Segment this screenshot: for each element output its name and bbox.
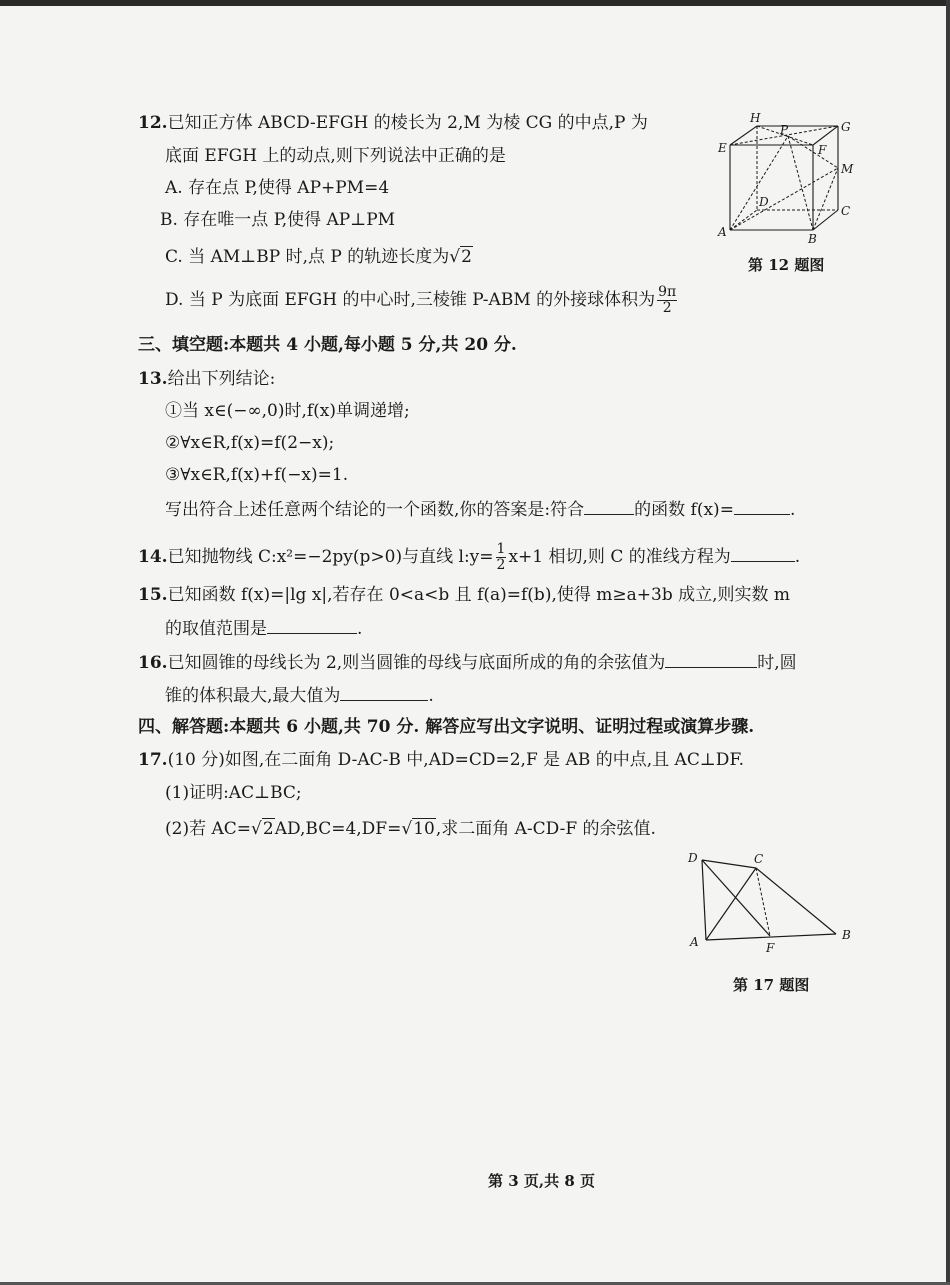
label-C: C: [754, 852, 764, 866]
section-3-heading: 三、填空题:本题共 4 小题,每小题 5 分,共 20 分.: [138, 335, 517, 355]
label-F: F: [818, 143, 827, 157]
q14-text-post: x+1 相切,则 C 的准线方程为: [508, 547, 731, 567]
sqrt-symbol: √2: [449, 247, 472, 267]
q16-answer-blank-2[interactable]: [340, 684, 428, 701]
segment-AB: [706, 934, 836, 940]
label-P: P: [780, 123, 789, 137]
q17-number: 17.: [138, 750, 168, 770]
label-M: M: [841, 162, 854, 176]
q16-end: .: [428, 686, 434, 706]
q12-stem-line2: 底面 EFGH 上的动点,则下列说法中正确的是: [165, 146, 506, 166]
q13-ask-end: .: [789, 500, 796, 520]
q16-answer-blank-1[interactable]: [665, 651, 757, 668]
q16-text-a: 已知圆锥的母线长为 2,则当圆锥的母线与底面所成的角的余弦值为: [167, 653, 666, 673]
q17-figure-caption: 第 17 题图: [733, 976, 810, 994]
sqrt-symbol: √10: [401, 819, 435, 839]
segment-AC: [706, 868, 756, 940]
q12-stem1: 已知正方体 ABCD-EFGH 的棱长为 2,M 为棱 CG 的中点,P 为: [167, 113, 648, 133]
label-D: D: [759, 195, 769, 209]
label-F: F: [766, 941, 775, 955]
q14-fraction: [496, 542, 507, 573]
q17-sqrt-radicand-2: 10: [413, 819, 435, 839]
label-G: G: [841, 120, 851, 134]
segment-AM: [730, 168, 838, 230]
q16-text-b: 时,圆: [757, 653, 797, 673]
fraction-denominator: 2: [496, 557, 506, 573]
q17-stem-line: [138, 749, 744, 771]
q12-option-d-fraction: [657, 285, 677, 316]
scan-edge-top: [0, 0, 950, 6]
section-4-heading: 四、解答题:本题共 6 小题,共 70 分. 解答应写出文字说明、证明过程或演算步骤.: [138, 717, 755, 737]
label-B: B: [842, 928, 851, 942]
label-D: D: [688, 851, 698, 865]
q17-part2-text-c: ,求二面角 A-CD-F 的余弦值.: [435, 819, 656, 839]
q12-option-c-text: C. 当 AM⊥BP 时,点 P 的轨迹长度为: [165, 247, 450, 267]
fraction-denominator: 2: [662, 300, 672, 316]
q12-option-b: B. 存在唯一点 P,使得 AP⊥PM: [160, 210, 396, 230]
q13-ask: [165, 498, 795, 521]
edge-EH: [730, 126, 757, 145]
q13-answer-blank-2[interactable]: [734, 498, 790, 515]
q12-option-c: [165, 246, 473, 268]
q15-number: 15.: [138, 585, 168, 605]
q12-option-d-text: D. 当 P 为底面 EFGH 的中心时,三棱锥 P-ABM 的外接球体积为: [165, 290, 656, 310]
q14-number: 14.: [138, 547, 168, 567]
label-A: A: [718, 225, 727, 239]
q13-conclusion-1: ①当 x∈(−∞,0)时,f(x)单调递增;: [165, 401, 410, 421]
label-B: B: [808, 232, 817, 246]
sqrt-symbol: √2: [251, 819, 274, 839]
q14-answer-blank[interactable]: [731, 545, 795, 562]
q17-part2-text-b: AD,BC=4,DF=: [274, 819, 402, 839]
q15-end: .: [357, 619, 363, 639]
q12-stem-line1: [138, 112, 648, 134]
label-C: C: [841, 204, 851, 218]
q16-text2: 锥的体积最大,最大值为: [165, 686, 341, 706]
q13-number: 13.: [138, 369, 168, 389]
q17-sqrt-radicand-1: 2: [262, 819, 274, 839]
edge-AD-hidden: [730, 210, 757, 230]
q15-text2: 的取值范围是: [165, 619, 267, 639]
q13-answer-blank-1[interactable]: [584, 498, 634, 515]
segment-DA: [702, 860, 706, 940]
q14-text-pre: 已知抛物线 C:x²=−2py(p>0)与直线 l:y=: [167, 547, 494, 567]
q13-conclusion-3: ③∀x∈R,f(x)+f(−x)=1.: [165, 465, 349, 485]
q13-ask-text-b: 的函数 f(x)=: [634, 500, 734, 520]
q17-stem: (10 分)如图,在二面角 D-AC-B 中,AD=CD=2,F 是 AB 的中点,且 AC⊥DF.: [167, 750, 744, 770]
q13-conclusion-2: ②∀x∈R,f(x)=f(2−x);: [165, 433, 335, 453]
fraction-numerator: 9π: [658, 284, 677, 300]
q14-end: .: [794, 547, 801, 567]
q16-line1: [138, 651, 797, 674]
q12-cube-figure: [710, 112, 860, 247]
fraction-numerator: 1: [496, 541, 506, 557]
q13-intro: 给出下列结论:: [167, 369, 276, 389]
q15-text: 已知函数 f(x)=|lg x|,若存在 0<a<b 且 f(a)=f(b),使得 m≥a+3b 成立,则实数 m: [167, 585, 791, 605]
label-A: A: [690, 935, 699, 949]
scan-edge-right: [946, 0, 950, 1285]
segment-AP: [730, 136, 788, 230]
label-H: H: [750, 112, 761, 125]
q12-option-a: A. 存在点 P,使得 AP+PM=4: [165, 178, 390, 198]
q17-dihedral-figure: [684, 848, 856, 958]
segment-DC: [702, 860, 756, 868]
q13-ask-text-a: 写出符合上述任意两个结论的一个函数,你的答案是:符合: [165, 500, 585, 520]
q12-number: 12.: [138, 113, 168, 133]
q17-part-1: (1)证明:AC⊥BC;: [165, 783, 302, 803]
q16-number: 16.: [138, 653, 168, 673]
q14-line: [138, 542, 800, 573]
q13-intro-line: [138, 368, 275, 390]
q12-option-c-radicand: 2: [461, 247, 472, 267]
q12-figure-caption: 第 12 题图: [748, 256, 825, 274]
q16-line2: [165, 684, 434, 707]
label-E: E: [718, 141, 727, 155]
q15-answer-blank[interactable]: [267, 617, 357, 634]
page-footer: 第 3 页,共 8 页: [488, 1172, 595, 1190]
q17-part2-text-a: (2)若 AC=: [165, 819, 252, 839]
q15-line2: [165, 617, 362, 640]
q17-part-2: [165, 818, 656, 840]
q15-line1: [138, 584, 790, 606]
q12-option-d: [165, 285, 679, 316]
